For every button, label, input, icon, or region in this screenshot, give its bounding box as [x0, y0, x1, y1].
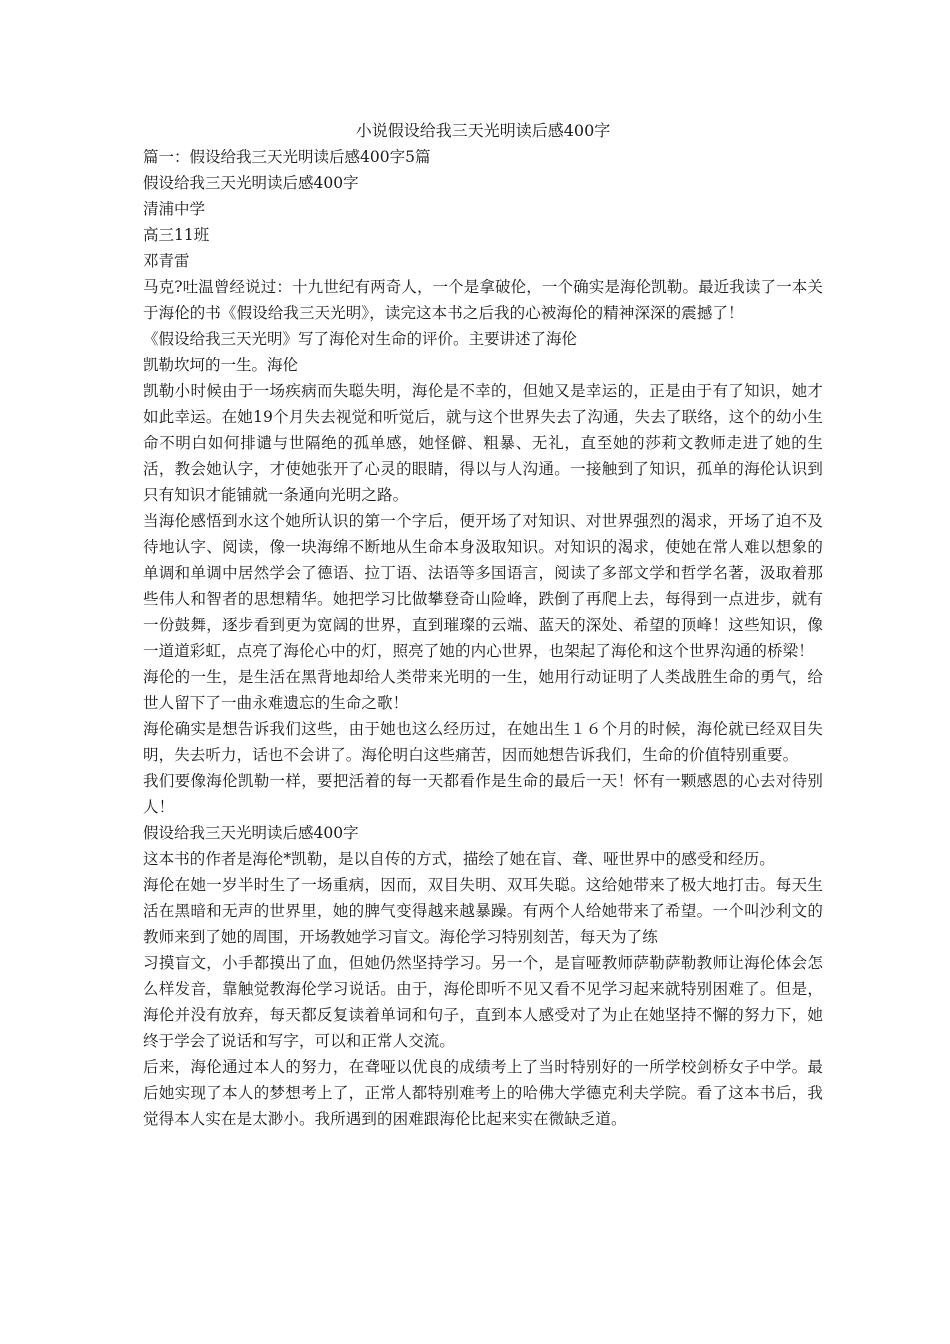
- author-class: 高三11班: [143, 226, 210, 244]
- author-school: 清浦中学: [143, 200, 206, 218]
- paragraph: 习摸盲文，小手都摸出了血，但她仍然坚持学习。另一个，是盲哑教师萨勒萨勒教师让海伦体会怎么样发音，靠触觉教海伦学习说话。由于，海伦即听不见又看不见学习起来就特别困难了。但是，海伦并没有放弃，每天都反复读着单词和句子，直到本人感受对了为止在她坚持不懈的努力下，她终于学会了说话和写字，可以和正常人交流。: [143, 954, 823, 1050]
- paragraph: 海伦确实是想告诉我们这些，由于她也这么经历过，在她出生１６个月的时候，海伦就已经双目失明，失去听力，话也不会讲了。海伦明白这些痛苦，因而她想告诉我们，生命的价值特别重要。: [143, 720, 823, 764]
- paragraph: 我们要像海伦凯勒一样，要把活着的每一天都看作是生命的最后一天！怀有一颗感恩的心去对待别人！: [143, 772, 823, 816]
- paragraph: 马克?吐温曾经说过：十九世纪有两奇人，一个是拿破伦，一个确实是海伦凯勒。最近我读了一本关于海伦的书《假设给我三天光明》，读完这本书之后我的心被海伦的精神深深的震撼了！: [143, 278, 823, 322]
- paragraph: 《假设给我三天光明》写了海伦对生命的评价。主要讲述了海伦: [143, 330, 578, 348]
- paragraph: 当海伦感悟到水这个她所认识的第一个字后，便开场了对知识、对世界强烈的渴求，开场了迫不及待地认字、阅读，像一块海绵不断地从生命本身汲取知识。对知识的渴求，使她在常人难以想象的单调和单调中居然学会了德语、拉丁语、法语等多国语言，阅读了多部文学和哲学名著，汲取着那些伟人和智者的思想精华。她把学习比做攀登奇山险峰，跌倒了再爬上去，每得到一点进步，就有一份鼓舞，逐步看到更为宽阔的世界，直到璀璨的云端、蓝天的深处、希望的顶峰！这些知识，像一道道彩虹，点亮了海伦心中的灯，照亮了她的内心世界，也架起了海伦和这个世界沟通的桥梁！: [143, 512, 823, 660]
- paragraph: 海伦在她一岁半时生了一场重病，因而，双目失明、双耳失聪。这给她带来了极大地打击。每天生活在黑暗和无声的世界里，她的脾气变得越来越暴躁。有两个人给她带来了希望。一个叫沙利文的教师来到了她的周围，开场教她学习盲文。海伦学习特别刻苦，每天为了练: [143, 876, 823, 946]
- document-page: [143, 118, 823, 1132]
- author-name: 邓青雷: [143, 252, 190, 270]
- essay-title-2: 假设给我三天光明读后感400字: [143, 824, 359, 842]
- paragraph: 这本书的作者是海伦*凯勒，是以自传的方式，描绘了她在盲、聋、哑世界中的感受和经历。: [143, 850, 775, 868]
- paragraph: 后来，海伦通过本人的努力，在聋哑以优良的成绩考上了当时特别好的一所学校剑桥女子中学。最后她实现了本人的梦想考上了，正常人都特别难考上的哈佛大学德克利夫学院。看了这本书后，我觉得本人实在是太渺小。我所遇到的困难跟海伦比起来实在微缺乏道。: [143, 1058, 823, 1128]
- paragraph: 凯勒坎坷的一生。海伦: [143, 356, 299, 374]
- paragraph: 凯勒小时候由于一场疾病而失聪失明，海伦是不幸的，但她又是幸运的，正是由于有了知识，她才如此幸运。在她19个月失去视觉和听觉后，就与这个世界失去了沟通，失去了联络，这个的幼小生命不明白如何排谴与世隔绝的孤单感，她怪僻、粗暴、无礼，直至她的莎莉文教师走进了她的生活，教会她认字，才使她张开了心灵的眼睛，得以与人沟通。一接触到了知识，孤单的海伦认识到只有知识才能铺就一条通向光明之路。: [143, 382, 823, 504]
- paragraph: 海伦的一生，是生活在黑背地却给人类带来光明的一生，她用行动证明了人类战胜生命的勇气，给世人留下了一曲永难遗忘的生命之歌！: [143, 668, 823, 712]
- section-heading: 篇一：假设给我三天光明读后感400字5篇: [143, 148, 431, 166]
- document-title: 小说假设给我三天光明读后感400字: [355, 121, 611, 140]
- essay-title: 假设给我三天光明读后感400字: [143, 174, 359, 192]
